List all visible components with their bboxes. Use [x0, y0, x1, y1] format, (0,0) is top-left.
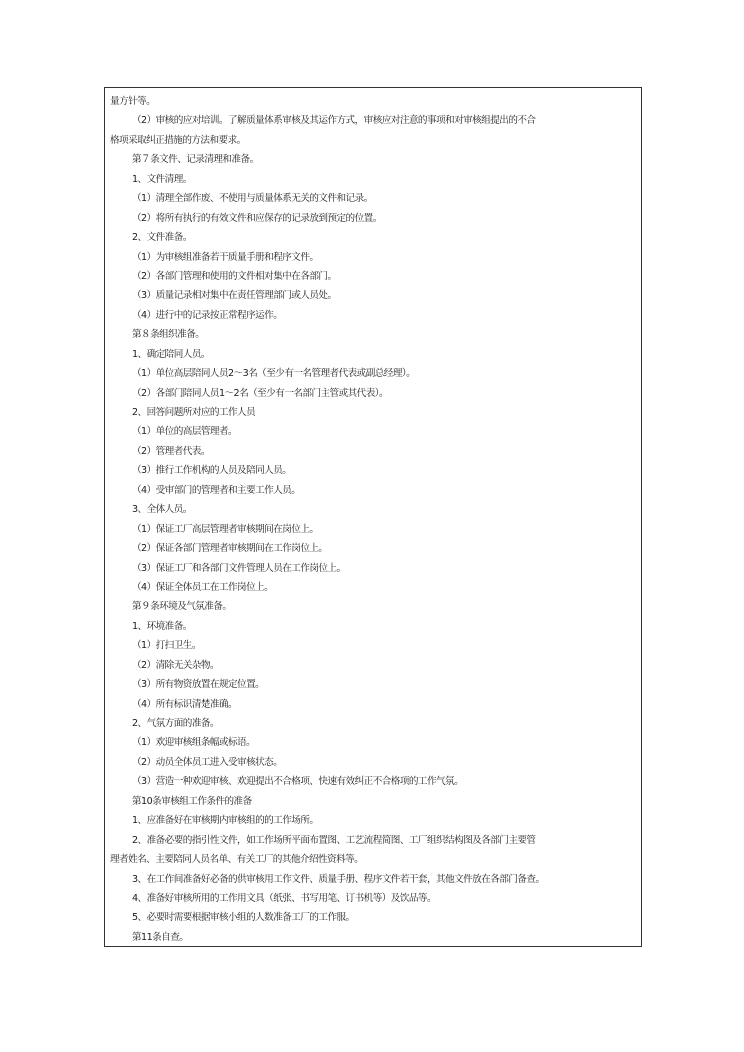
document-line: （2）各部门陪同人员1～2名（至少有一名部门主管或其代表）。: [132, 387, 389, 399]
document-line: （4）保证全体员工在工作岗位上。: [132, 581, 274, 593]
document-line: 1、环境准备。: [132, 620, 192, 632]
document-line: 第９条环境及气氛准备。: [132, 601, 232, 613]
document-line: 量方针等。: [110, 96, 156, 107]
document-line: 3、在工作间准备好必备的供审核用工作文件、质量手册、程序文件若干套，其他文件放在各部门备查。: [132, 873, 545, 885]
document-line: 1、文件清理。: [132, 173, 192, 185]
document-line: （2）审核的应对培训。了解质量体系审核及其运作方式，审核应对注意的事项和对审核组提出的不合: [132, 115, 536, 127]
document-line: （3）质量记录相对集中在责任管理部门或人员处。: [132, 290, 337, 302]
document-line: 3、全体人员。: [132, 504, 192, 516]
document-line: （3）推行工作机构的人员及陪同人员。: [132, 465, 292, 477]
document-line: （1）为审核组准备若干质量手册和程序文件。: [132, 251, 319, 263]
document-line: （3）所有物资放置在规定位置。: [132, 679, 265, 691]
document-line: （2）将所有执行的有效文件和应保存的记录放到预定的位置。: [132, 212, 382, 224]
document-line: （2）管理者代表。: [132, 445, 210, 457]
document-line: （3）保证工厂和各部门文件管理人员在工作岗位上。: [132, 562, 346, 574]
document-line: （3）营造一种欢迎审核、欢迎提出不合格项、快速有效纠正不合格项的工作气氛。: [132, 776, 464, 788]
document-line: （1）保证工厂高层管理者审核期间在岗位上。: [132, 523, 319, 535]
document-line: 2、回答问题所对应的工作人员: [132, 407, 256, 418]
document-line: （1）单位的高层管理者。: [132, 426, 238, 438]
document-line: 第11条自查。: [132, 931, 189, 943]
document-line: 第７条文件、记录清理和准备。: [132, 154, 259, 166]
document-line: 2、气氛方面的准备。: [132, 718, 219, 729]
document-line: 5、必要时需要根据审核小组的人数准备工厂的工作服。: [132, 912, 355, 924]
document-line: （1）打扫卫生。: [132, 640, 201, 652]
document-line: （2）动员全体员工进入受审核状态。: [132, 756, 283, 768]
document-line: 第８条组织准备。: [132, 329, 205, 341]
document-line: 格项采取纠正措施的方法和要求。: [110, 134, 246, 146]
document-line: 2、准备必要的指引性文件，如工作场所平面布置图、工艺流程简图、工厂组织结构图及各部门主要管: [132, 834, 536, 846]
document-line: （2）各部门管理和使用的文件相对集中在各部门。: [132, 270, 337, 282]
document-line: 4、准备好审核所用的工作用文具（纸张、书写用笔、订书机等）及饮品等。: [132, 892, 436, 904]
document-line: （1）欢迎审核组条幅或标语。: [132, 737, 256, 749]
document-line: （2）清除无关杂物。: [132, 659, 219, 671]
document-line: 理者姓名、主要陪同人员名单、有关工厂的其他介绍性资料等。: [110, 854, 364, 866]
document-line: 2、文件准备。: [132, 232, 192, 244]
document-line: （1）单位高层陪同人员2～3名（至少有一名管理者代表或副总经理）。: [132, 368, 416, 380]
document-body: [110, 92, 642, 947]
document-line: （4）进行中的记录按正常程序运作。: [132, 309, 283, 321]
document-line: 第10条审核组工作条件的准备: [132, 795, 252, 807]
document-line: 1、确定陪同人员。: [132, 348, 210, 360]
document-line: （4）受审部门的管理者和主要工作人员。: [132, 484, 301, 496]
document-line: （2）保证各部门管理者审核期间在工作岗位上。: [132, 543, 328, 555]
document-line: 1、应准备好在审核期内审核组的的工作场所。: [132, 815, 319, 827]
document-line: （4）所有标识清楚准确。: [132, 698, 238, 710]
document-line: （1）清理全部作废、不使用与质量体系无关的文件和记录。: [132, 193, 373, 205]
